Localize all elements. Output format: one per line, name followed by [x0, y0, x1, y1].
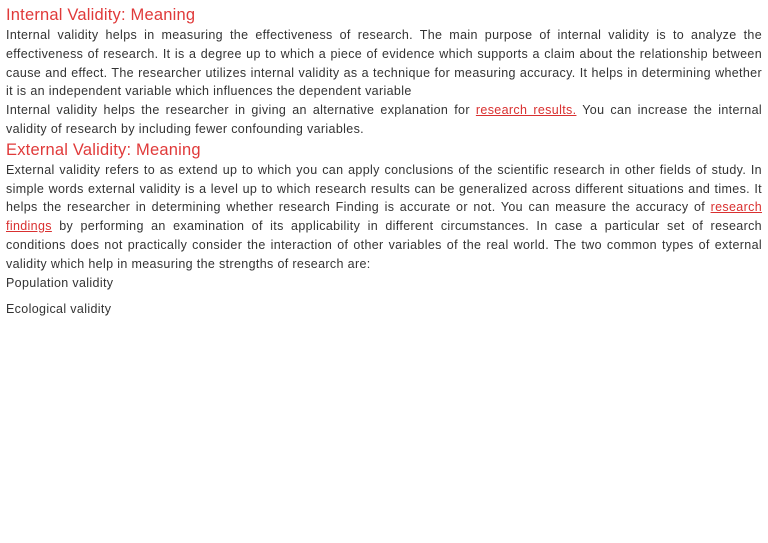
internal-validity-paragraph-2 [6, 101, 762, 139]
internal-validity-paragraph-2-text-start: Internal validity helps the researcher in giving an alternative explanation for [6, 103, 476, 118]
internal-validity-heading: Internal Validity: Meaning [6, 6, 196, 24]
research-findings-link[interactable]: research findings [6, 200, 762, 234]
external-validity-paragraph [6, 161, 762, 274]
internal-validity-paragraph-2-text-end: You can increase the internal validity of research by including fewer confounding variables. [6, 103, 762, 136]
external-validity-paragraph-text-end: by performing an examination of its applicability in different circumstances. In case a particular set of research conditions does not practically consider the interaction of other variables of the real world. The two common types of external validity which help in measuring the strengths of research are: [6, 219, 762, 271]
validity-type-item: Population validity [6, 275, 114, 290]
validity-type-item: Ecological validity [6, 302, 112, 317]
internal-validity-paragraph-1: Internal validity helps in measuring the effectiveness of research. The main purpose of internal validity is to analyze the effectiveness of research. It is a degree up to which a piece of evidence which supports a claim about the relationship between cause and effect. The researcher utilizes internal validity as a technique for measuring accuracy. It helps in determining whether it is an independent variable which influences the dependent variable [6, 28, 762, 99]
external-validity-heading: External Validity: Meaning [6, 140, 201, 159]
research-results-link[interactable]: research results. [475, 103, 577, 118]
article-content [6, 4, 762, 319]
external-validity-paragraph-text-start: External validity refers to as extend up to which you can apply conclusions of the scientific research in other fields of study. In simple words external validity is a level up to which research results can be generalized across different situations and times. It helps the researcher in determining whether research Finding is accurate or not. You can measure the accuracy of [6, 162, 762, 215]
